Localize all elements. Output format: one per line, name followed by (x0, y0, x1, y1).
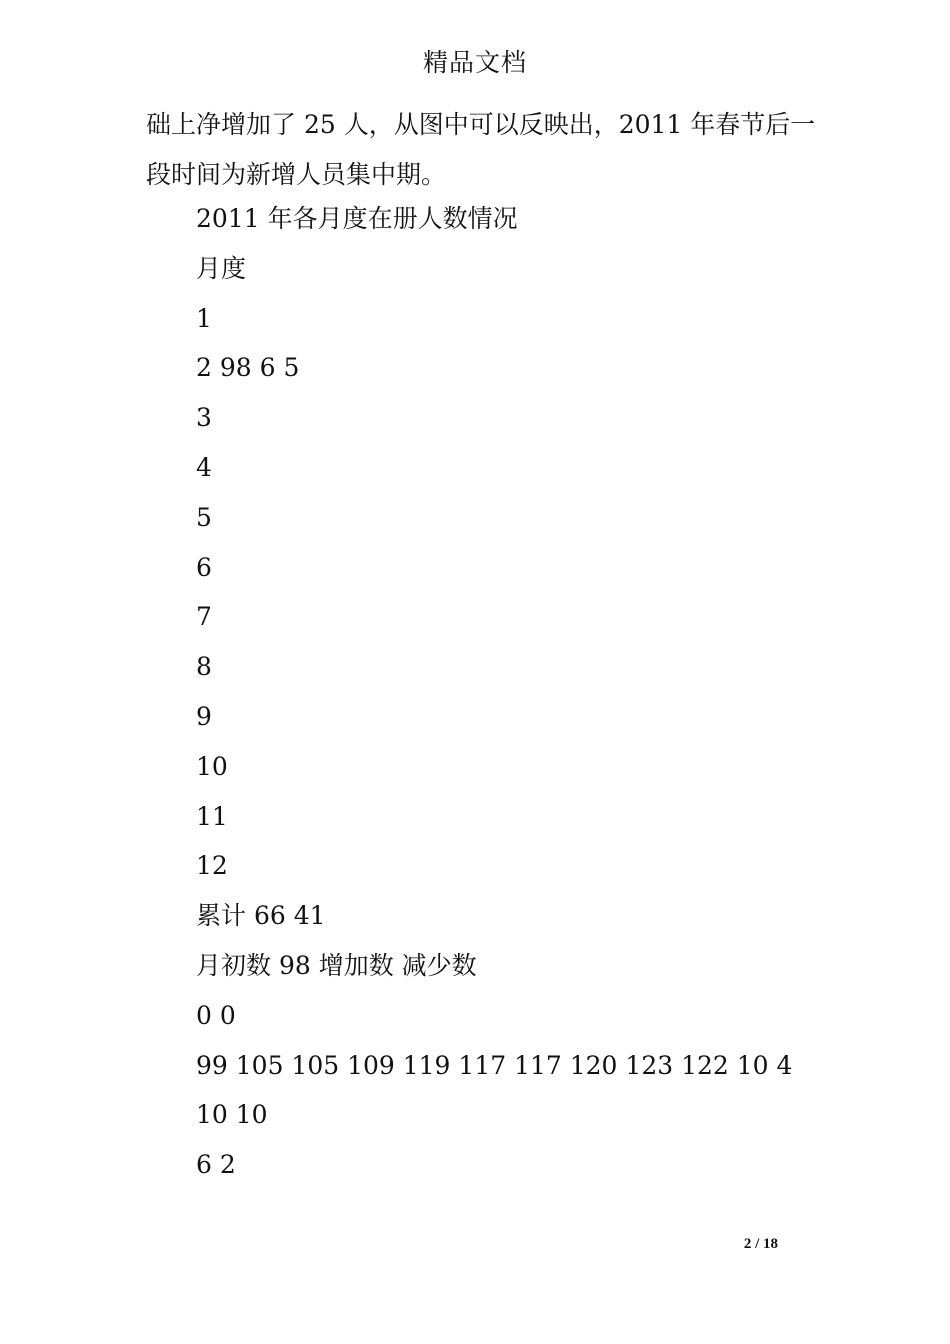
text-line: 12 (196, 851, 228, 881)
text-line: 10 10 (196, 1100, 268, 1130)
page-header: 精品文档 (422, 48, 527, 77)
text-line: 月度 (196, 253, 247, 283)
text-line: 4 (196, 452, 212, 482)
intro-line: 段时间为新增人员集中期。 (146, 160, 447, 189)
text-line: 1 (196, 303, 212, 333)
text-line: 8 (196, 652, 212, 682)
text-line: 11 (196, 801, 228, 831)
page-number: 2 / 18 (743, 1236, 778, 1252)
table-text-lines (196, 194, 836, 1190)
text-line: 0 0 (196, 1000, 236, 1030)
text-line: 2 98 6 5 (196, 353, 300, 383)
text-line: 5 (196, 502, 212, 532)
text-line: 9 (196, 701, 212, 731)
text-line: 月初数 98 增加数 减少数 (196, 950, 477, 980)
text-line: 10 (196, 751, 228, 781)
text-line: 6 (196, 552, 212, 582)
text-line: 3 (196, 403, 212, 433)
intro-paragraph (146, 100, 826, 200)
text-line: 99 105 105 109 119 117 117 120 123 122 10 4 (196, 1050, 793, 1080)
intro-line: 础上净增加了 25 人，从图中可以反映出，2011 年春节后一 (146, 110, 816, 139)
table-title: 2011 年各月度在册人数情况 (196, 204, 518, 233)
text-line: 7 (196, 602, 212, 632)
text-line: 6 2 (196, 1150, 236, 1180)
text-line: 累计 66 41 (196, 901, 326, 931)
